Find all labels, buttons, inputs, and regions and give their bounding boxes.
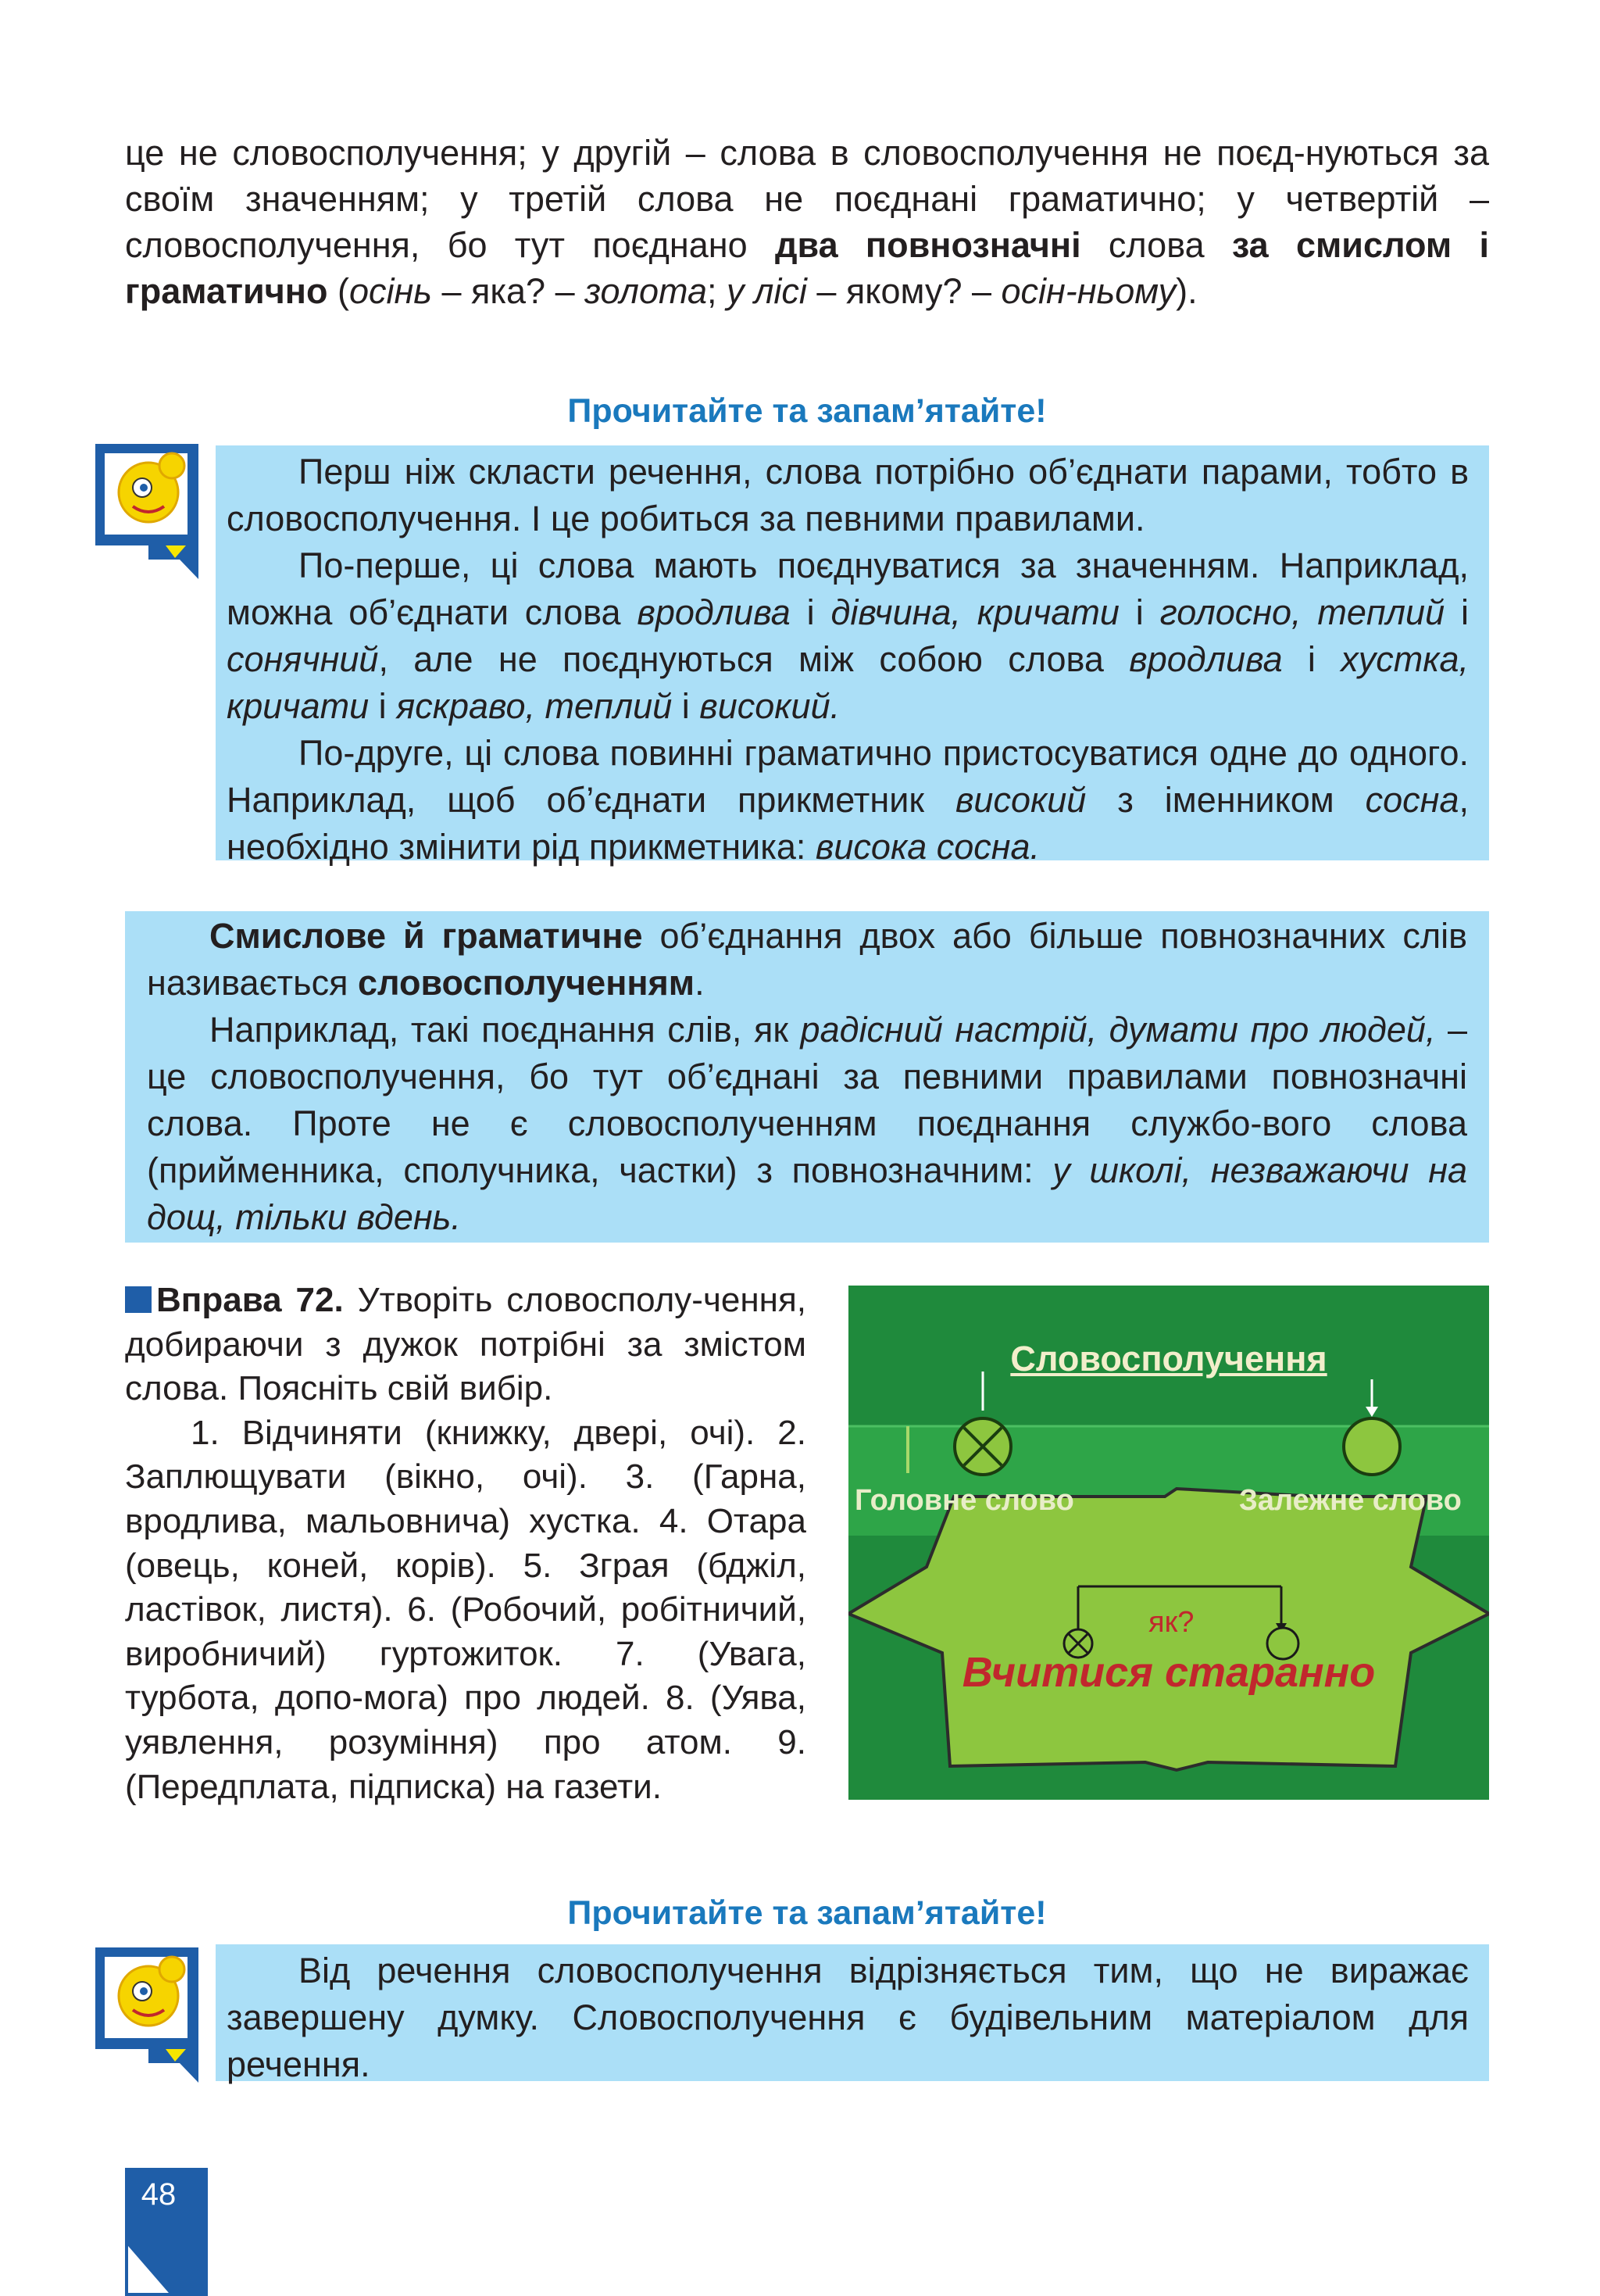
definition-box (125, 911, 1489, 1243)
intro-text: ( (327, 271, 349, 311)
exercise-marker-icon (125, 1286, 152, 1313)
rule-paragraph: Від речення словосполучення відрізняється тим, що не виражає завершену думку. Словосполучення є будівельним матеріалом для речення. (227, 1951, 1469, 2084)
rule-paragraph: По-перше, ці слова мають поєднуватися за значенням. Наприклад, можна об’єднати слова вродлива і дівчина, кричати і голосно, теплий і сонячний, але не поєднуються між собою слова вродлива і хустка, кричати і яскраво, теплий і високий. (227, 545, 1469, 726)
example-phrase: Вчитися старанно (962, 1649, 1376, 1696)
intro-text: ). (1176, 271, 1198, 311)
exercise-intro: Вправа 72. Утворіть словосполу-чення, добираючи з дужок потрібні за змістом слова. Поясніть свій вибір. (125, 1281, 806, 1408)
rule-paragraph: По-друге, ці слова повинні граматично пристосуватися одне до одного. Наприклад, щоб об’єднати прикметник високий з іменником сосна, необхідно змінити рід прикметника: висока сосна. (227, 733, 1469, 867)
intro-example: золота (584, 271, 707, 311)
intro-text: це не словосполучення; у другій – слова в словосполучення не поєд-нуються за своїм значенням; у третій слова не поєднані граматично; у четвертій – словосполучення, бо тут поєднано (125, 133, 1489, 265)
remember-heading: Прочитайте та запам’ятайте! (567, 1894, 1047, 1932)
intro-text: – яка? – (431, 271, 585, 311)
diagram (848, 1286, 1489, 1800)
intro-text: слова (1080, 225, 1232, 265)
definition-paragraph: Смислове й граматичне об’єднання двох або більше повнозначних слів називається словосполученням. (147, 916, 1467, 1003)
intro-example: у лісі (727, 271, 807, 311)
rule-box (216, 1944, 1489, 2084)
intro-text: ; (706, 271, 727, 311)
question-label: як? (1148, 1606, 1195, 1639)
exercise-items: 1. Відчиняти (книжку, двері, очі). 2. Заплющувати (вікно, очі). 3. (Гарна, вродлива, мальовнича) хустка. 4. Отара (овець, коней, корів). 5. Зграя (бджіл, ластівок, листя). 6. (Робочий, робітничий, виробничий) гуртожиток. 7. (Увага, турбота, допо-мога) про людей. 8. (Уява, уявлення, розуміння) про атом. 9. (Передплата, підписка) на газети. (125, 1413, 806, 1806)
dependent-word-label: Залежне слово (1239, 1484, 1462, 1517)
intro-example: осін-ньому (1001, 271, 1177, 311)
exercise-label: Вправа 72. (156, 1281, 344, 1319)
intro-example: осінь (348, 271, 432, 311)
main-word-label: Головне слово (855, 1484, 1074, 1517)
intro-text: – якому? – (806, 271, 1002, 311)
intro-paragraph (125, 130, 1489, 314)
mascot-icon (94, 1946, 203, 2083)
page-number-tab (125, 2168, 208, 2296)
intro-bold: два повнозначні (774, 225, 1081, 265)
page-number: 48 (141, 2177, 177, 2212)
mascot-icon (94, 442, 203, 579)
remember-heading: Прочитайте та запам’ятайте! (567, 392, 1047, 430)
rule-box (216, 445, 1489, 867)
diagram-title: Словосполучення (1010, 1339, 1327, 1379)
intro-bold: за смислом і граматично (125, 225, 1489, 311)
definition-paragraph: Наприклад, такі поєднання слів, як радісний настрій, думати про людей, – це словосполучення, бо тут об’єднані за певними правилами повнозначні слова. Проте не є словосполученням поєднання службо-вого слова (прийменника, сполучника, частки) з повнозначним: у школі, незважаючи на дощ, тільки вдень. (147, 1010, 1468, 1237)
exercise (125, 1279, 806, 1809)
rule-paragraph: Перш ніж скласти речення, слова потрібно об’єднати парами, тобто в словосполучення. І це робиться за певними правилами. (227, 452, 1469, 538)
